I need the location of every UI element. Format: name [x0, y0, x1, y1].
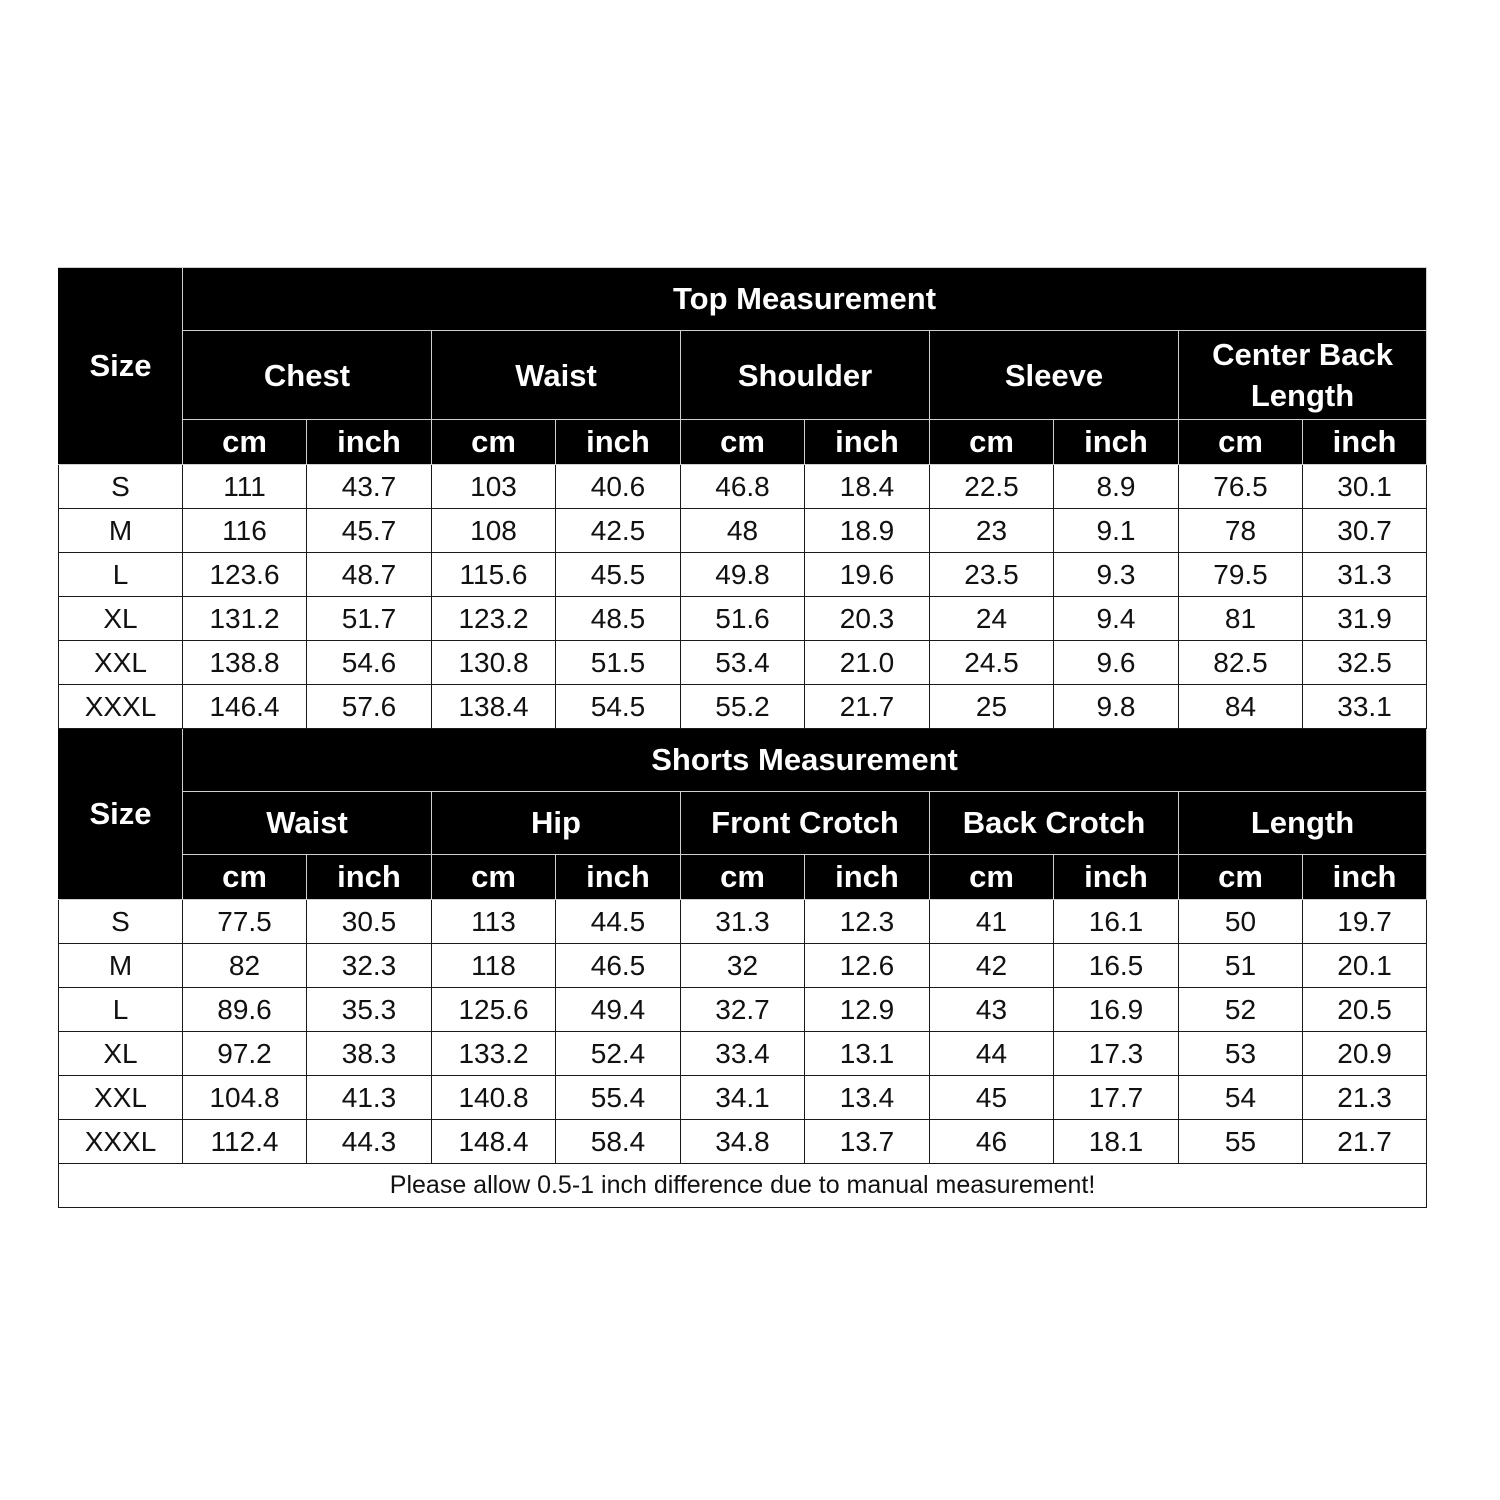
unit-inch: inch: [556, 420, 681, 465]
measurement-cell: 55: [1179, 1120, 1303, 1164]
measurement-cell: 104.8: [183, 1076, 307, 1120]
size-cell: XXXL: [59, 1120, 183, 1164]
measurement-cell: 32.5: [1303, 641, 1427, 685]
top-title-row: [59, 268, 1427, 331]
measurement-cell: 78: [1179, 509, 1303, 553]
measurement-note: Please allow 0.5-1 inch difference due to manual measurement!: [59, 1164, 1427, 1208]
measurement-cell: 31.9: [1303, 597, 1427, 641]
table-row: [59, 509, 1427, 553]
measurement-cell: 13.7: [805, 1120, 930, 1164]
measurement-cell: 38.3: [307, 1032, 432, 1076]
measurement-cell: 57.6: [307, 685, 432, 729]
unit-inch: inch: [1303, 855, 1427, 900]
measurement-cell: 32: [681, 944, 805, 988]
measurement-cell: 41.3: [307, 1076, 432, 1120]
measurement-cell: 18.4: [805, 465, 930, 509]
unit-cm: cm: [1179, 855, 1303, 900]
measurement-cell: 9.8: [1054, 685, 1179, 729]
measurement-cell: 22.5: [930, 465, 1054, 509]
shorts-measurement-section: [59, 729, 1427, 900]
measurement-cell: 43: [930, 988, 1054, 1032]
measurement-cell: 54.5: [556, 685, 681, 729]
measurement-cell: 34.8: [681, 1120, 805, 1164]
measurement-cell: 41: [930, 900, 1054, 944]
measurement-cell: 32.7: [681, 988, 805, 1032]
measurement-cell: 55.4: [556, 1076, 681, 1120]
measurement-cell: 45: [930, 1076, 1054, 1120]
unit-cm: cm: [1179, 420, 1303, 465]
measurement-cell: 9.1: [1054, 509, 1179, 553]
measurement-cell: 46.5: [556, 944, 681, 988]
measurement-cell: 30.1: [1303, 465, 1427, 509]
measurement-cell: 13.1: [805, 1032, 930, 1076]
measurement-cell: 42: [930, 944, 1054, 988]
measurement-cell: 19.6: [805, 553, 930, 597]
table-row: [59, 1076, 1427, 1120]
shorts-group-row: [59, 792, 1427, 855]
measurement-cell: 16.1: [1054, 900, 1179, 944]
measurement-cell: 133.2: [432, 1032, 556, 1076]
measurement-cell: 40.6: [556, 465, 681, 509]
measurement-cell: 123.6: [183, 553, 307, 597]
note-section: [59, 1164, 1427, 1208]
measurement-cell: 115.6: [432, 553, 556, 597]
shorts-unit-row: [59, 855, 1427, 900]
measurement-cell: 113: [432, 900, 556, 944]
measurement-cell: 45.7: [307, 509, 432, 553]
measurement-cell: 118: [432, 944, 556, 988]
measurement-cell: 20.5: [1303, 988, 1427, 1032]
measurement-cell: 112.4: [183, 1120, 307, 1164]
measurement-cell: 31.3: [1303, 553, 1427, 597]
top-group-shoulder: Shoulder: [681, 331, 930, 420]
measurement-cell: 23: [930, 509, 1054, 553]
measurement-cell: 84: [1179, 685, 1303, 729]
measurement-cell: 131.2: [183, 597, 307, 641]
measurement-cell: 23.5: [930, 553, 1054, 597]
size-cell: M: [59, 509, 183, 553]
unit-inch: inch: [556, 855, 681, 900]
table-row: [59, 597, 1427, 641]
measurement-cell: 52: [1179, 988, 1303, 1032]
size-cell: XXL: [59, 1076, 183, 1120]
measurement-cell: 18.9: [805, 509, 930, 553]
top-group-sleeve: Sleeve: [930, 331, 1179, 420]
top-data-rows: [59, 465, 1427, 729]
size-cell: L: [59, 988, 183, 1032]
measurement-cell: 79.5: [1179, 553, 1303, 597]
table-row: [59, 988, 1427, 1032]
measurement-cell: 48.5: [556, 597, 681, 641]
shorts-group-length: Length: [1179, 792, 1427, 855]
table-row: [59, 685, 1427, 729]
measurement-cell: 97.2: [183, 1032, 307, 1076]
shorts-group-waist: Waist: [183, 792, 432, 855]
size-cell: XL: [59, 597, 183, 641]
measurement-cell: 20.1: [1303, 944, 1427, 988]
measurement-cell: 46.8: [681, 465, 805, 509]
measurement-cell: 33.1: [1303, 685, 1427, 729]
measurement-cell: 20.9: [1303, 1032, 1427, 1076]
measurement-cell: 51.6: [681, 597, 805, 641]
measurement-cell: 35.3: [307, 988, 432, 1032]
unit-cm: cm: [930, 855, 1054, 900]
measurement-cell: 140.8: [432, 1076, 556, 1120]
top-group-row: [59, 331, 1427, 420]
measurement-cell: 12.9: [805, 988, 930, 1032]
unit-cm: cm: [930, 420, 1054, 465]
top-group-center-back-length: Center Back Length: [1179, 331, 1427, 420]
unit-cm: cm: [681, 420, 805, 465]
top-unit-row: [59, 420, 1427, 465]
size-cell: L: [59, 553, 183, 597]
table-row: [59, 1120, 1427, 1164]
measurement-cell: 108: [432, 509, 556, 553]
top-group-chest: Chest: [183, 331, 432, 420]
table-row: [59, 1032, 1427, 1076]
measurement-cell: 8.9: [1054, 465, 1179, 509]
size-cell: S: [59, 465, 183, 509]
shorts-size-header: Size: [59, 729, 183, 900]
unit-cm: cm: [183, 855, 307, 900]
measurement-cell: 89.6: [183, 988, 307, 1032]
measurement-cell: 21.3: [1303, 1076, 1427, 1120]
measurement-cell: 13.4: [805, 1076, 930, 1120]
measurement-cell: 45.5: [556, 553, 681, 597]
measurement-cell: 44.3: [307, 1120, 432, 1164]
unit-inch: inch: [1054, 420, 1179, 465]
measurement-cell: 17.7: [1054, 1076, 1179, 1120]
measurement-cell: 46: [930, 1120, 1054, 1164]
unit-cm: cm: [183, 420, 307, 465]
shorts-data-rows: [59, 900, 1427, 1164]
measurement-cell: 24.5: [930, 641, 1054, 685]
measurement-cell: 44.5: [556, 900, 681, 944]
table-row: [59, 641, 1427, 685]
measurement-cell: 76.5: [1179, 465, 1303, 509]
measurement-cell: 82: [183, 944, 307, 988]
measurement-cell: 49.4: [556, 988, 681, 1032]
measurement-cell: 130.8: [432, 641, 556, 685]
measurement-cell: 9.6: [1054, 641, 1179, 685]
size-cell: S: [59, 900, 183, 944]
measurement-cell: 24: [930, 597, 1054, 641]
shorts-group-front-crotch: Front Crotch: [681, 792, 930, 855]
measurement-cell: 53.4: [681, 641, 805, 685]
measurement-cell: 31.3: [681, 900, 805, 944]
measurement-cell: 25: [930, 685, 1054, 729]
measurement-cell: 9.4: [1054, 597, 1179, 641]
top-group-waist: Waist: [432, 331, 681, 420]
measurement-cell: 111: [183, 465, 307, 509]
measurement-cell: 20.3: [805, 597, 930, 641]
unit-inch: inch: [805, 420, 930, 465]
measurement-cell: 138.4: [432, 685, 556, 729]
measurement-cell: 44: [930, 1032, 1054, 1076]
unit-inch: inch: [1303, 420, 1427, 465]
measurement-cell: 125.6: [432, 988, 556, 1032]
measurement-cell: 17.3: [1054, 1032, 1179, 1076]
table-row: [59, 553, 1427, 597]
measurement-cell: 12.6: [805, 944, 930, 988]
measurement-cell: 50: [1179, 900, 1303, 944]
unit-inch: inch: [1054, 855, 1179, 900]
measurement-cell: 138.8: [183, 641, 307, 685]
measurement-cell: 116: [183, 509, 307, 553]
shorts-title-row: [59, 729, 1427, 792]
measurement-cell: 54.6: [307, 641, 432, 685]
measurement-cell: 21.7: [1303, 1120, 1427, 1164]
table-row: [59, 465, 1427, 509]
size-cell: XXXL: [59, 685, 183, 729]
unit-cm: cm: [432, 420, 556, 465]
size-cell: XL: [59, 1032, 183, 1076]
measurement-cell: 9.3: [1054, 553, 1179, 597]
size-cell: M: [59, 944, 183, 988]
measurement-cell: 12.3: [805, 900, 930, 944]
unit-inch: inch: [805, 855, 930, 900]
measurement-cell: 30.7: [1303, 509, 1427, 553]
measurement-cell: 51.5: [556, 641, 681, 685]
measurement-cell: 54: [1179, 1076, 1303, 1120]
measurement-cell: 52.4: [556, 1032, 681, 1076]
size-chart-table: [58, 267, 1427, 1208]
measurement-cell: 148.4: [432, 1120, 556, 1164]
measurement-cell: 16.5: [1054, 944, 1179, 988]
measurement-cell: 16.9: [1054, 988, 1179, 1032]
measurement-cell: 53: [1179, 1032, 1303, 1076]
measurement-cell: 48: [681, 509, 805, 553]
measurement-cell: 82.5: [1179, 641, 1303, 685]
measurement-cell: 18.1: [1054, 1120, 1179, 1164]
measurement-cell: 42.5: [556, 509, 681, 553]
top-measurement-title: Top Measurement: [183, 268, 1427, 331]
measurement-cell: 21.0: [805, 641, 930, 685]
top-size-header: Size: [59, 268, 183, 465]
unit-inch: inch: [307, 420, 432, 465]
measurement-cell: 43.7: [307, 465, 432, 509]
unit-cm: cm: [432, 855, 556, 900]
measurement-cell: 146.4: [183, 685, 307, 729]
table-row: [59, 900, 1427, 944]
shorts-measurement-title: Shorts Measurement: [183, 729, 1427, 792]
measurement-cell: 19.7: [1303, 900, 1427, 944]
measurement-cell: 49.8: [681, 553, 805, 597]
measurement-cell: 48.7: [307, 553, 432, 597]
shorts-group-hip: Hip: [432, 792, 681, 855]
measurement-cell: 30.5: [307, 900, 432, 944]
measurement-cell: 77.5: [183, 900, 307, 944]
measurement-cell: 51.7: [307, 597, 432, 641]
measurement-cell: 55.2: [681, 685, 805, 729]
measurement-cell: 81: [1179, 597, 1303, 641]
measurement-cell: 58.4: [556, 1120, 681, 1164]
table-row: [59, 944, 1427, 988]
note-row: [59, 1164, 1427, 1208]
measurement-cell: 32.3: [307, 944, 432, 988]
measurement-cell: 33.4: [681, 1032, 805, 1076]
top-measurement-section: [59, 268, 1427, 465]
measurement-cell: 51: [1179, 944, 1303, 988]
measurement-cell: 103: [432, 465, 556, 509]
shorts-group-back-crotch: Back Crotch: [930, 792, 1179, 855]
measurement-cell: 123.2: [432, 597, 556, 641]
unit-inch: inch: [307, 855, 432, 900]
unit-cm: cm: [681, 855, 805, 900]
measurement-cell: 21.7: [805, 685, 930, 729]
measurement-cell: 34.1: [681, 1076, 805, 1120]
size-cell: XXL: [59, 641, 183, 685]
